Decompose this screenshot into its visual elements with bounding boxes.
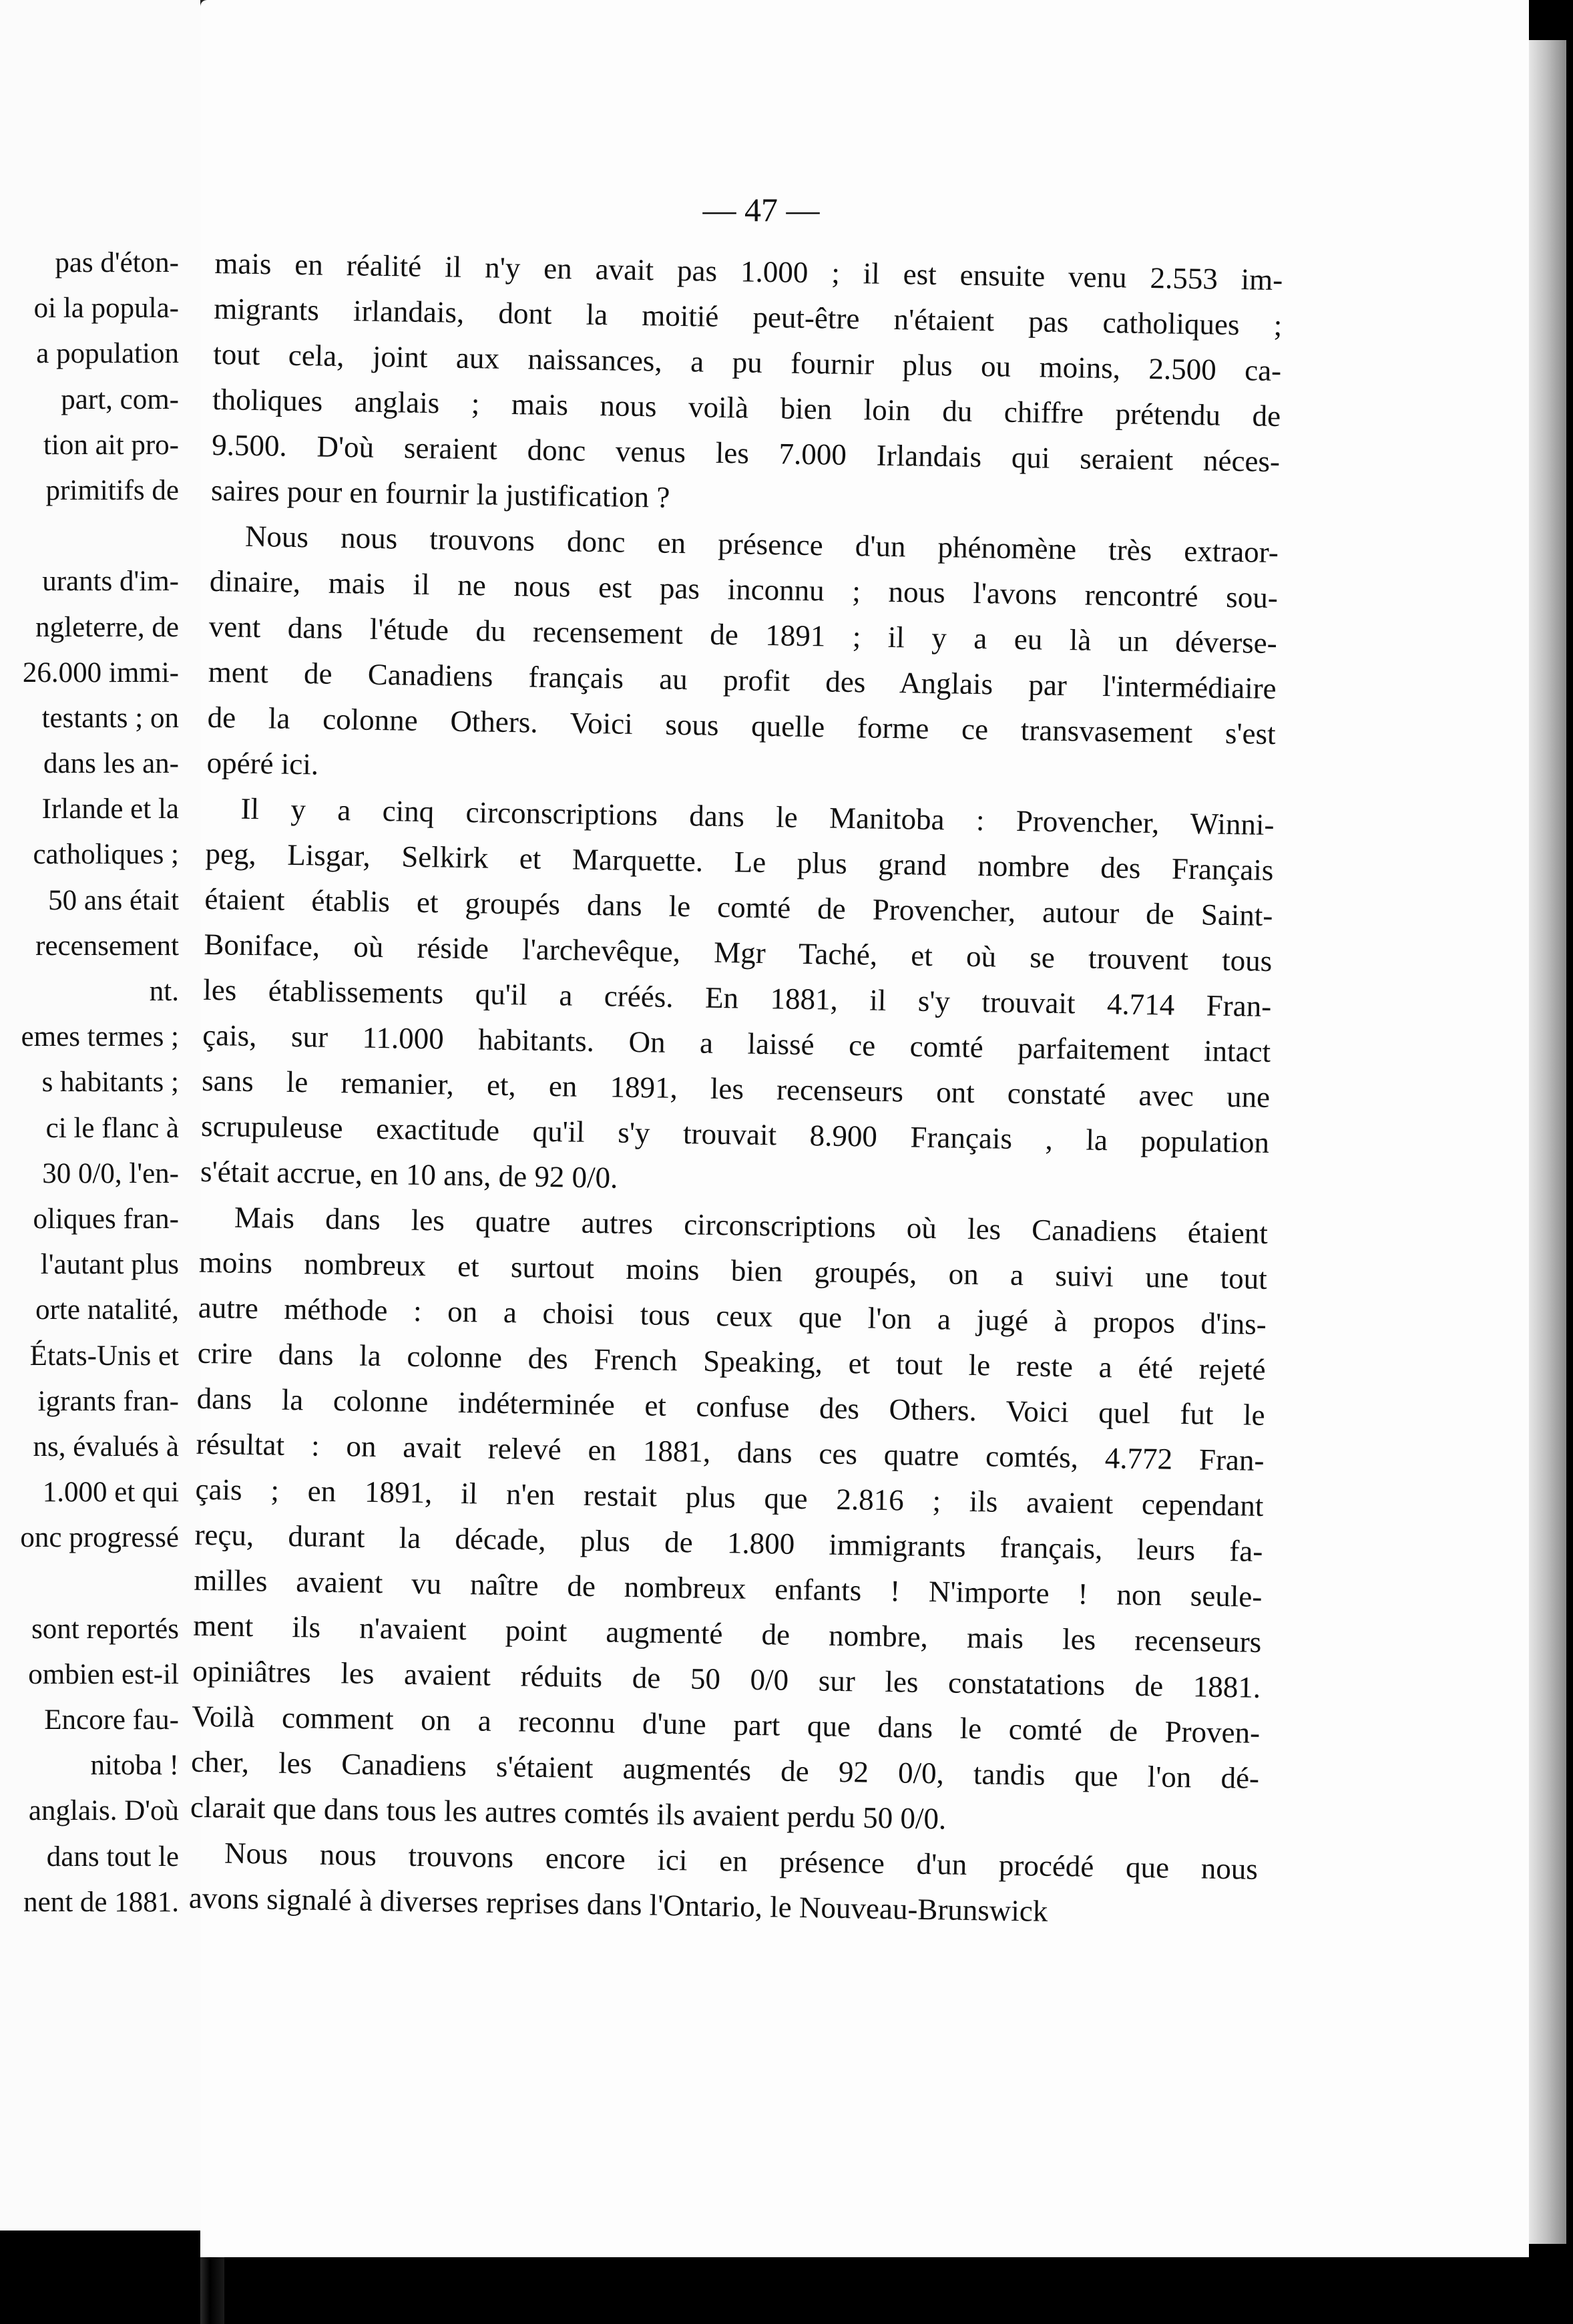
left-page-line: part, com- <box>61 383 179 415</box>
left-page-line: emes termes ; <box>21 1021 179 1053</box>
left-page-line: dans tout le <box>46 1841 179 1873</box>
left-page-line: oi la popula- <box>33 293 179 325</box>
page-number: — 47 — <box>702 191 820 228</box>
text-line: cher, les Canadiens s'étaient augmentés de 92 0/0, tandis que l'on dé- <box>190 1744 1260 1795</box>
left-page-line: ns, évalués à <box>33 1430 179 1463</box>
left-page-line: 50 ans était <box>48 884 179 916</box>
text-line: tholiques anglais ; mais nous voilà bien loin du chiffre prétendu de <box>212 382 1281 433</box>
text-line: de la colonne Others. Voici sous quelle forme ce transvasement s'est <box>207 700 1276 751</box>
left-page-line: ngleterre, de <box>35 611 179 643</box>
text-line: migrants irlandais, dont la moitié peut-être n'étaient pas catholiques ; <box>214 291 1283 343</box>
text-line: dans la colonne indéterminée et confuse des Others. Voici quel fut le <box>196 1381 1265 1432</box>
text-line: scrupuleuse exactitude qu'il s'y trouvait 8.900 Français , la population <box>200 1109 1270 1159</box>
left-page-line: dans les an- <box>43 748 179 780</box>
left-page-line: Irlande et la <box>41 793 179 825</box>
left-page-line: orte natalité, <box>35 1294 179 1326</box>
text-line: moins nombreux et surtout moins bien groupés, on a suivi une tout <box>198 1245 1268 1296</box>
left-page-line: a population <box>36 338 179 370</box>
paragraph <box>206 513 1279 802</box>
text-line: çais ; en 1891, il n'en restait plus que 2.816 ; ils avaient cependant <box>195 1472 1264 1523</box>
text-line: les établissements qu'il a créés. En 1881, il s'y trouvait 4.714 Fran- <box>202 972 1272 1023</box>
paragraph <box>211 240 1283 530</box>
text-line: ment de Canadiens français au profit des Anglais par l'intermédiaire <box>208 654 1277 706</box>
left-page-line: nitoba ! <box>90 1750 179 1782</box>
text-line: Voilà comment on a reconnu d'une part que dans le comté de Proven- <box>191 1699 1261 1750</box>
text-line: Nous nous trouvons donc en présence d'un phénomène très extraor- <box>244 519 1279 570</box>
page-edge <box>1529 40 1566 2244</box>
left-page-line <box>0 514 179 559</box>
left-page-line: primitifs de <box>45 474 179 506</box>
left-page-line: ombien est-il <box>28 1658 179 1690</box>
paragraph <box>190 1194 1269 1847</box>
left-page-line: nent de 1881. <box>23 1886 179 1918</box>
text-line: milles avaient vu naître de nombreux enfants ! N'importe ! non seule- <box>194 1563 1263 1613</box>
text-line: opéré ici. <box>206 745 319 781</box>
left-page-line: igrants fran- <box>37 1385 179 1417</box>
text-line: Mais dans les quatre autres circonscriptions où les Canadiens étaient <box>234 1200 1269 1250</box>
left-page-line: s habitants ; <box>41 1067 179 1099</box>
text-line: çais, sur 11.000 habitants. On a laissé ce comté parfaitement intact <box>202 1018 1271 1069</box>
text-line: opiniâtres les avaient réduits de 50 0/0 sur les constatations de 1881. <box>192 1654 1261 1704</box>
text-line: reçu, durant la décade, plus de 1.800 immigrants français, leurs fa- <box>194 1517 1263 1568</box>
left-page-line: onc progressé <box>20 1522 179 1554</box>
left-page-line: ci le flanc à <box>45 1112 179 1144</box>
text-line: crire dans la colonne des French Speaking, et tout le reste a été rejeté <box>197 1336 1267 1386</box>
text-line: sans le remanier, et, en 1891, les recenseurs ont constaté avec une <box>201 1063 1271 1114</box>
text-line: tout cela, joint aux naissances, a pu fournir plus ou moins, 2.500 ca- <box>212 337 1282 388</box>
left-page-line: nt. <box>149 976 179 1007</box>
left-page-line: anglais. D'où <box>28 1795 179 1827</box>
text-line: autre méthode : on a choisi tous ceux que l'on a jugé à propos d'ins- <box>198 1290 1267 1341</box>
text-line: vent dans l'étude du recensement de 1891 ; il y a eu là un déverse- <box>208 609 1278 660</box>
left-page-line: urants d'im- <box>42 566 179 598</box>
left-page-line: Encore fau- <box>44 1704 179 1736</box>
text-line: étaient établis et groupés dans le comté de Provencher, autour de Saint- <box>204 882 1273 933</box>
text-line: dinaire, mais il ne nous est pas inconnu ; nous l'avons rencontré sou- <box>209 564 1279 615</box>
left-page-line: États-Unis et <box>29 1340 179 1372</box>
left-page <box>0 0 200 2231</box>
left-page-line <box>0 1561 179 1606</box>
text-line: clarait que dans tous les autres comtés ils avaient perdu 50 0/0. <box>190 1790 947 1836</box>
text-line: s'était accrue, en 10 ans, de 92 0/0. <box>200 1154 618 1195</box>
left-page-line: testants ; on <box>41 702 179 734</box>
text-line: Il y a cinq circonscriptions dans le Manitoba : Provencher, Winni- <box>240 791 1275 842</box>
left-page-line: 1.000 et qui <box>42 1477 179 1509</box>
left-page-line: recensement <box>35 930 179 962</box>
left-page-line: l'autant plus <box>40 1249 179 1281</box>
left-page-line: oliques fran- <box>33 1203 179 1235</box>
text-line: peg, Lisgar, Selkirk et Marquette. Le plus grand nombre des Français <box>205 836 1274 888</box>
left-page-line: pas d'éton- <box>55 247 179 278</box>
left-page-line: 30 0/0, l'en- <box>42 1157 179 1189</box>
text-line: ment ils n'avaient point augmenté de nombre, mais les recenseurs <box>193 1608 1262 1659</box>
body-text <box>188 240 1283 1937</box>
paragraph <box>188 1830 1258 1937</box>
text-line: résultat : on avait relevé en 1881, dans ces quatre comtés, 4.772 Fran- <box>196 1426 1265 1477</box>
text-line: avons signalé à diverses reprises dans l'Ontario, le Nouveau-Brunswick <box>188 1881 1048 1928</box>
text-line: Nous nous trouvons encore ici en présence d'un procédé que nous <box>224 1836 1259 1886</box>
left-page-text <box>0 240 179 1925</box>
left-page-line: tion ait pro- <box>43 429 179 461</box>
text-line: 9.500. D'où seraient donc venus les 7.000 Irlandais qui seraient néces- <box>211 427 1281 479</box>
text-line: saires pour en fournir la justification ? <box>210 473 670 514</box>
left-page-line: 26.000 immi- <box>22 656 179 689</box>
text-line: mais en réalité il n'y en avait pas 1.000 ; il est ensuite venu 2.553 im- <box>214 246 1283 297</box>
text-line: Boniface, où réside l'archevêque, Mgr Taché, et où se trouvent tous <box>204 927 1273 978</box>
paragraph <box>200 785 1275 1211</box>
left-page-line: catholiques ; <box>33 839 179 871</box>
left-page-line: sont reportés <box>31 1613 179 1645</box>
